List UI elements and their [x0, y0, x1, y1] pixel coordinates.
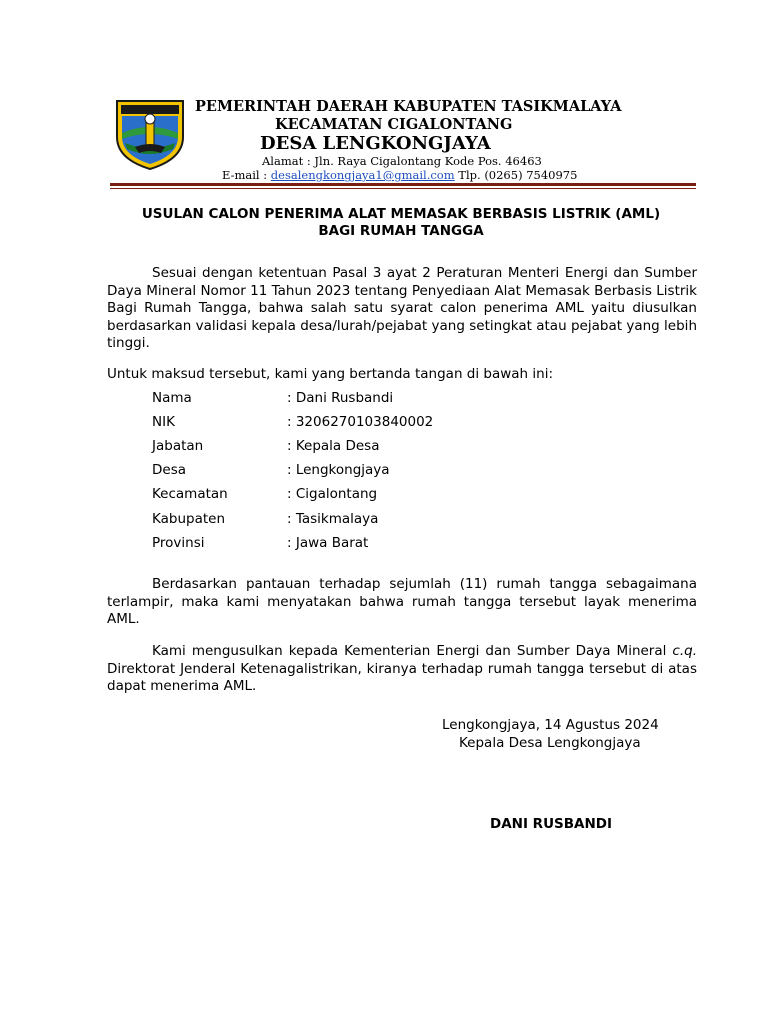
signature-place-date: Lengkongjaya, 14 Agustus 2024: [442, 717, 659, 733]
signature-role: Kepala Desa Lengkongjaya: [459, 735, 641, 751]
proposal-cq: c.q.: [672, 643, 697, 659]
paragraph-intro: Untuk maksud tersebut, kami yang bertanda tangan di bawah ini:: [107, 366, 554, 382]
identity-row: [152, 511, 378, 527]
identity-value: : Dani Rusbandi: [287, 390, 394, 406]
identity-label: Kabupaten: [152, 511, 226, 527]
paragraph-statement: Berdasarkan pantauan terhadap sejumlah (11) rumah tangga sebagaimana terlampir, maka kami menyatakan bahwa rumah tangga tersebut layak menerima AML.: [107, 576, 697, 627]
title-line-1: USULAN CALON PENERIMA ALAT MEMASAK BERBASIS LISTRIK (AML): [141, 206, 661, 222]
identity-label: NIK: [152, 414, 175, 430]
identity-value: : Kepala Desa: [287, 438, 380, 454]
identity-label: Provinsi: [152, 535, 205, 551]
proposal-text-a: Kami mengusulkan kepada Kementerian Energi dan Sumber Daya Mineral: [152, 643, 673, 659]
email-link[interactable]: desalengkongjaya1@gmail.com: [270, 168, 455, 182]
paragraph-regulation: Sesuai dengan ketentuan Pasal 3 ayat 2 Peraturan Menteri Energi dan Sumber Daya Mineral Nomor 11 Tahun 2023 tentang Penyediaan Alat Memasak Berbasis Listrik Bagi Rumah Tangga, bahwa salah satu syarat calon penerima AML yaitu diusulkan berdasarkan validasi kepala desa/lurah/pejabat yang setingkat atau pejabat yang lebih tinggi.: [107, 265, 697, 351]
identity-label: Nama: [152, 390, 192, 406]
identity-label: Kecamatan: [152, 486, 228, 502]
identity-row: [152, 486, 377, 502]
document-title: [105, 206, 697, 240]
email-label: E-mail :: [222, 168, 271, 182]
identity-value: : 3206270103840002: [287, 414, 434, 430]
letterhead-village: DESA LENGKONGJAYA: [260, 133, 491, 154]
identity-label: Desa: [152, 462, 187, 478]
identity-value: : Tasikmalaya: [287, 511, 379, 527]
identity-label: Jabatan: [152, 438, 204, 454]
signature-name: DANI RUSBANDI: [490, 816, 613, 832]
identity-row: [152, 462, 390, 478]
identity-row: [152, 414, 433, 430]
identity-value: : Jawa Barat: [287, 535, 369, 551]
identity-row: [152, 390, 393, 406]
identity-row: [152, 535, 368, 551]
identity-value: : Lengkongjaya: [287, 462, 390, 478]
identity-value: : Cigalontang: [287, 486, 378, 502]
letterhead-government: PEMERINTAH DAERAH KABUPATEN TASIKMALAYA: [195, 98, 622, 115]
letterhead-contact: [222, 168, 577, 182]
paragraph-proposal: [107, 643, 697, 696]
proposal-text-b: Direktorat Jenderal Ketenagalistrikan, kiranya terhadap rumah tangga tersebut di atas dapat menerima AML.: [107, 660, 697, 694]
district-emblem-logo: [113, 97, 187, 171]
title-line-2: BAGI RUMAH TANGGA: [318, 223, 484, 239]
identity-row: [152, 438, 380, 454]
letterhead-district: KECAMATAN CIGALONTANG: [275, 116, 513, 133]
letterhead-address: Alamat : Jln. Raya Cigalontang Kode Pos. 46463: [262, 154, 542, 168]
letterhead-divider-thick: [110, 183, 696, 186]
phone-text: Tlp. (0265) 7540975: [454, 168, 578, 182]
letterhead-divider-thin: [110, 188, 696, 189]
